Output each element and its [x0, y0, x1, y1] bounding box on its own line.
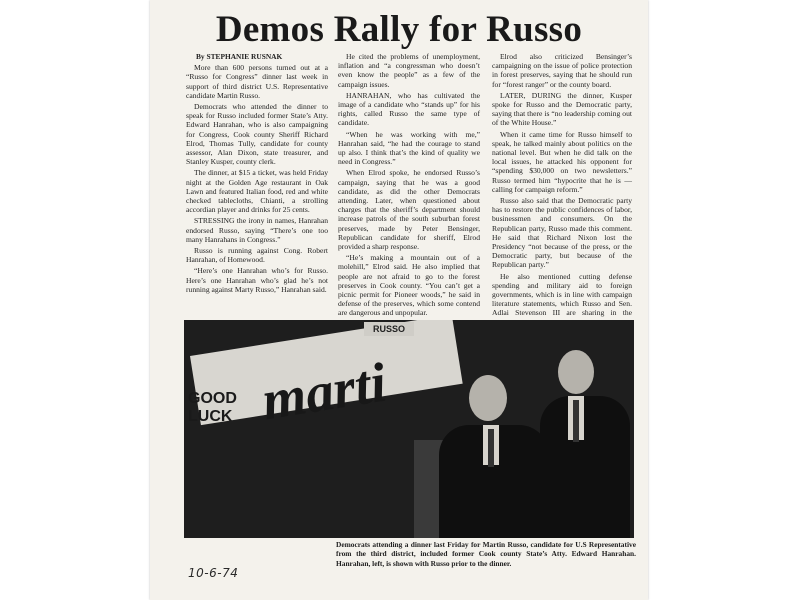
photo-caption: Democrats attending a dinner last Friday for Martin Russo, candidate for U.S Representative from the third district, included former Cook county State’s Atty. Edward Hanrahan. Hanrahan, left, is shown with Russo prior to the dinner.	[336, 540, 636, 568]
paragraph: He cited the problems of unemployment, inflation and “a congressman who doesn’t even know the people” as a few of the campaign issues.	[338, 52, 480, 89]
article-column-3	[492, 52, 632, 329]
paragraph: Russo also said that the Democratic party has to restore the public confidences of labor, businessmen and consumers. On the Republican party, Russo made this comment. He said that Richard Nixon lost the Presidency “not because of the press, or the Democratic party, but because of the Republican party.”	[492, 196, 632, 270]
headline: Demos Rally for Russo	[215, 9, 583, 50]
newspaper-clipping	[150, 0, 648, 600]
byline: By STEPHANIE RUSNAK	[196, 52, 283, 61]
paragraph: HANRAHAN, who has cultivated the image of a candidate who “stands up” for his rights, called Russo the same type of candidate.	[338, 90, 480, 128]
paragraph: He also mentioned cutting defense spending and military aid to foreign governments, which is in line with campaign literature statements, which Russo and Sen. Adlai Stevenson III are sharing in the	[492, 271, 632, 318]
paragraph: When it came time for Russo himself to speak, he talked mainly about politics on the national level. But when he did talk on the local issues, he attacked his opponent for “spending $30,000 on two newsletters.” Russo termed him “hypocrite that he is — calling for campaign reform.”	[492, 129, 632, 194]
paragraph: Democrats who attended the dinner to speak for Russo included former State’s Atty. Edward Hanrahan, who is also campaigning for Congress, Cook county Sheriff Richard Elrod, Thomas Tully, candidate for county assessor, Alan Dixon, state treasurer, and Stanley Kusper, county clerk.	[186, 102, 328, 167]
article-column-2	[338, 52, 480, 320]
paragraph: LATER, DURING the dinner, Kusper spoke for Russo and the Democratic party, saying that there is “no leadership coming out of the White House.”	[492, 90, 632, 128]
paragraph: More than 600 persons turned out at a “Russo for Congress” dinner last week in support of third district U.S. Representative candidate Martin Russo.	[186, 63, 328, 100]
paragraph: Russo is running against Cong. Robert Hanrahan, of Homewood.	[186, 246, 328, 265]
paragraph: The dinner, at $15 a ticket, was held Friday night at the Golden Age restaurant in Oak Lawn and featured Italian food, red and white checked tablecloths, Chianti, a strolling accordian player and drinks for 25 cents.	[186, 168, 328, 215]
person-russo	[540, 350, 630, 538]
paragraph: “When he was working with me,” Hanrahan said, “he had the courage to stand up also. I think that’s the kind of quality we need in Congress.”	[338, 129, 480, 167]
paragraph: When Elrod spoke, he endorsed Russo’s campaign, saying that he was a good candidate, as did the other Democrats attending. Later, when questioned about charges that the sheriff’s department should increase patrols of the south suburban forest preserves, made by Peter Bensinger, Republican candidate for sheriff, Elrod provided a sharp response.	[338, 168, 480, 252]
paragraph: STRESSING the irony in names, Hanrahan endorsed Russo, saying “There’s one too many Hanrahans in Congress.”	[186, 216, 328, 244]
person-hanrahan	[439, 375, 549, 538]
handwritten-date: 10-6-74	[188, 566, 239, 580]
paragraph: “Here’s one Hanrahan who’s for Russo. Here’s one Hanrahan who’s glad he’s not running against Marty Russo,” Hanrahan said.	[186, 266, 328, 294]
news-photo	[184, 320, 634, 538]
paragraph: “He’s making a mountain out of a molehill,” Elrod said. He also implied that people are not afraid to go to the forest preserves in Cook county. “You can’t get a picnic permit for Pioneer woods,” he said in defense of the preserves, which some contend are dangerous and unpopular.	[338, 253, 480, 318]
banner-text-good-luck: GOOD LUCK	[188, 390, 237, 425]
banner-text-name: marti	[257, 351, 391, 433]
article-column-1	[186, 52, 328, 296]
paragraph: Elrod also criticized Bensinger’s campaigning on the issue of police protection in forest preserves, saying that he should run for “forest ranger” or the county board.	[492, 52, 632, 89]
russo-sign: RUSSO	[364, 322, 414, 336]
